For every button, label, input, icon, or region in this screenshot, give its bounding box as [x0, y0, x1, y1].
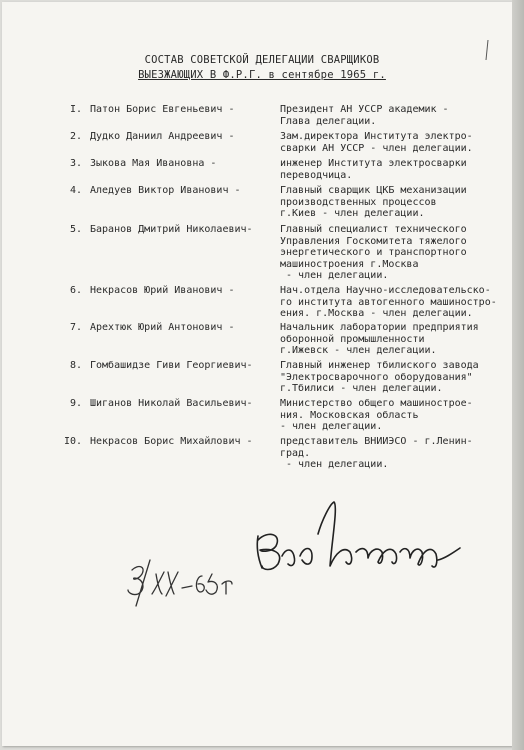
member-number: 4. — [69, 185, 82, 196]
member-position: Зам.директора Института электро- сварки АН УССР - член делегации. — [280, 131, 473, 154]
member-name: Шиганов Николай Васильевич- — [90, 398, 253, 409]
member-name: Некрасов Борис Михайлович - — [90, 436, 253, 447]
member-number: 3. — [69, 158, 82, 169]
member-position: представитель ВНИИЭСО - г.Ленин- град. - член делегации. — [280, 436, 473, 470]
member-number: 5. — [69, 224, 82, 235]
member-name: Патон Борис Евгеньевич - — [90, 104, 235, 115]
member-number: I0. — [63, 436, 82, 447]
member-position: Главный инженер тбилиского завода "Электросварочного оборудования" г.Тбилиси - член делегации. — [280, 360, 479, 394]
member-position: Начальник лаборатории предприятия оборонной промышленности г.Ижевск - член делегации. — [280, 322, 479, 356]
member-number: 9. — [69, 398, 82, 409]
member-name: Дудко Даниил Андреевич - — [90, 131, 235, 142]
member-name: Арехтюк Юрий Антонович - — [90, 322, 235, 333]
member-position: Министерство общего машинострое- ния. Московская область - член делегации. — [280, 398, 473, 432]
member-position: инженер Института электросварки переводчица. — [280, 158, 467, 181]
member-name: Аледуев Виктор Иванович - — [90, 185, 241, 196]
member-position: Президент АН УССР академик - Глава делегации. — [280, 104, 449, 127]
document-subtitle: ВЫЕЗЖАЮЩИХ В Ф.Р.Г. в сентябре 1965 г. — [138, 69, 386, 81]
member-number: 2. — [69, 131, 82, 142]
member-number: I. — [69, 104, 82, 115]
document-title: СОСТАВ СОВЕТСКОЙ ДЕЛЕГАЦИИ СВАРЩИКОВ — [144, 54, 380, 66]
member-number: 7. — [69, 322, 82, 333]
member-name: Баранов Дмитрий Николаевич- — [90, 224, 253, 235]
page-edge — [512, 0, 524, 750]
member-position: Нач.отдела Научно-исследовательско- го института автогенного машиностро- ения. г.Москва - член делегации. — [280, 285, 497, 319]
member-name: Гомбашидзе Гиви Георгиевич- — [90, 360, 253, 371]
member-name: Некрасов Юрий Иванович - — [90, 285, 235, 296]
member-position: Главный специалист технического Управления Госкомитета тяжелого энергетического и транспортного машиностроения г.Москва - член делегации. — [280, 224, 467, 281]
member-name: Зыкова Мая Ивановна - — [90, 158, 217, 169]
member-number: 6. — [69, 285, 82, 296]
member-position: Главный сварщик ЦКБ механизации производственных процессов г.Киев - член делегации. — [280, 185, 467, 219]
member-number: 8. — [69, 360, 82, 371]
